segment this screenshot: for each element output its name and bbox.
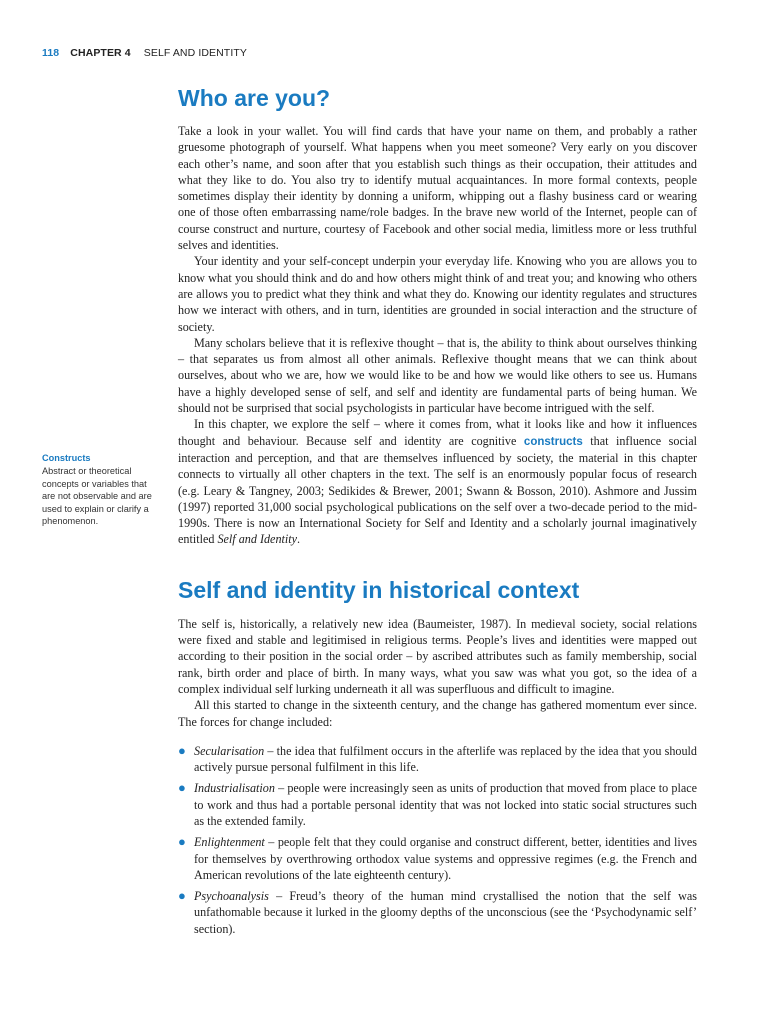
chapter-number: CHAPTER 4 (70, 47, 131, 59)
running-head (42, 47, 247, 59)
list-text: – the idea that fulfilment occurs in the afterlife was replaced by the idea that you should actively pursue personal fulfilment in this life. (194, 743, 697, 775)
list-term: Industrialisation (194, 781, 275, 796)
paragraph-text: In this chapter, we explore the self – where it comes from, what it looks like and how it influences thought and behaviour. Because self and identity are cognitive (178, 417, 697, 448)
chapter-title: SELF AND IDENTITY (143, 47, 247, 59)
list-item (178, 743, 697, 776)
paragraph: The self is, historically, a relatively new idea (Baumeister, 1987). In medieval society, social relations were fixed and stable and legitimised in religious terms. People’s lives and identities were mapped out according to their position in the social order – by ascribed attributes such as family membership, social rank, birth order and place of birth. In many ways, what you saw was what you got, so the idea of a complex individual self lurking underneath it all was superfluous and difficult to imagine. (178, 616, 697, 696)
forces-for-change-list (178, 743, 697, 937)
list-text: – people felt that they could organise and construct different, better, identities and lives for themselves by overthrowing orthodox value systems and oppressive regimes (e.g. the French and American revolutions of the late eighteenth century). (194, 835, 697, 882)
list-item (178, 834, 697, 883)
list-term: Psychoanalysis (194, 889, 269, 904)
section-heading-who-are-you: Who are you? (178, 85, 331, 111)
bullet-icon: ● (178, 888, 186, 904)
glossary-definition: Abstract or theoretical concepts or variables that are not observable and are used to explain or clarify a phenomenon. (42, 466, 152, 527)
section-heading-historical-context: Self and identity in historical context (178, 576, 580, 603)
list-text: – Freud’s theory of the human mind crystallised the notion that the self was unfathomable because it lurked in the gloomy depths of the unconscious (see the ‘Psychodynamic self’ section). (194, 889, 697, 936)
paragraph-text: that influence social interaction and perception, and that are themselves influenced by society, the material in this chapter connects to virtually all other chapters in the text. The self is an enormously popular focus of research (e.g. Leary & Tangney, 2003; Sedikides & Brewer, 2001; Swann & Bosson, 2010). Ashmore and Jussim (1997) reported 31,000 social psychological publications on the self over a two-decade period to the mid-1990s. There is now an International Society for Self and Identity and a scholarly journal imaginatively entitled (178, 433, 698, 547)
glossary-term: Constructs (42, 453, 91, 463)
paragraph (178, 416, 697, 547)
bullet-icon: ● (178, 742, 186, 758)
list-text: – people were increasingly seen as units of production that moved from place to place to work and thus had a portable personal identity that was not locked into static social structures such as the extended family. (194, 781, 697, 828)
paragraph-text: . (297, 532, 301, 547)
list-item (178, 888, 697, 937)
journal-title: Self and Identity (217, 532, 298, 547)
paragraph: Take a look in your wallet. You will find cards that have your name on them, and probably a rather gruesome photograph of yourself. What happens when you meet someone? Very early on you discover each other’s name, and soon after that you establish such things as their occupation, their attitudes and what they like to do. You also try to identify mutual acquaintances. In more formal contexts, people sometimes display their identity by donning a uniform, whipping out a flashy business card or wearing one of those often embarrassing name/role badges. In the brave new world of the Internet, people can of course construct and nurture, courtesy of Facebook and other social media, limitless more or less truthful selves and identities. (178, 124, 697, 253)
list-term: Secularisation (194, 743, 265, 758)
margin-glossary-note (42, 452, 156, 527)
paragraph: All this started to change in the sixteenth century, and the change has gathered momentum ever since. The forces for change included: (178, 698, 697, 729)
bullet-icon: ● (178, 780, 186, 796)
main-column (178, 84, 697, 942)
list-item (178, 780, 697, 829)
page-number: 118 (42, 47, 60, 59)
paragraph: Many scholars believe that it is reflexive thought – that is, the ability to think about ourselves thinking – that separates us from almost all other animals. Reflexive thought means that we can think about ourselves, about who we are, how we would like to be and how we would like others to see us. Humans have a highly developed sense of self, and self and identity are fundamental parts of being human. We should not be surprised that social psychologists in particular have become intrigued with the self. (178, 335, 697, 416)
list-term: Enlightenment (194, 835, 265, 850)
bullet-icon: ● (178, 834, 186, 850)
glossary-keyword[interactable]: constructs (523, 435, 583, 448)
paragraph: Your identity and your self-concept underpin your everyday life. Knowing who you are allows you to know what you should think and do and how others might think of and treat you; and knowing who others are allows you to predict what they think and what they do. Knowing our identity regulates and structures how we interact with others, and in turn, identities are grounded in social interaction and the structure of society. (178, 254, 697, 334)
